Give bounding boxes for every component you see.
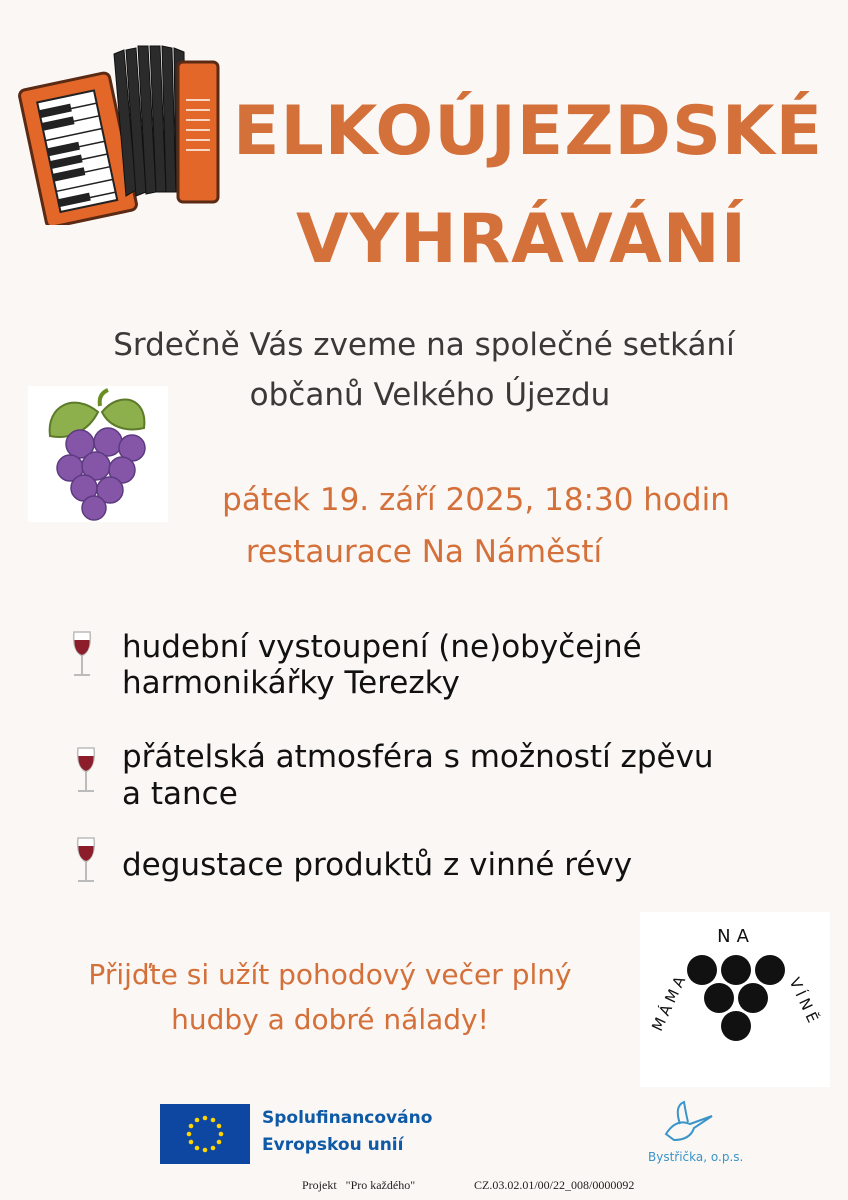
- invitation-line-2: občanů Velkého Újezdu: [249, 377, 611, 413]
- project-label: Projekt "Pro každého": [302, 1178, 416, 1192]
- na-vine-mama-logo: [640, 912, 830, 1087]
- program-item-1-line-1: hudební vystoupení (ne)obyčejné: [122, 629, 642, 665]
- accordion-icon: [18, 40, 223, 225]
- wine-glass-icon: [66, 744, 106, 800]
- eu-cofinanced-line-2: Evropskou unií: [262, 1135, 404, 1155]
- event-venue: restaurace Na Náměstí: [245, 534, 603, 570]
- eu-cofinanced-line-1: Spolufinancováno: [262, 1108, 433, 1128]
- organization-name: Bystřička, o.p.s.: [648, 1150, 744, 1164]
- invitation-line-1: Srdečně Vás zveme na společné setkání: [113, 327, 735, 363]
- program-item-2-line-2: a tance: [122, 776, 238, 812]
- logo-text-top: NA: [717, 926, 755, 947]
- wine-glass-icon: [62, 628, 102, 684]
- title-line-2: VYHRÁVÁNÍ: [296, 200, 747, 279]
- hummingbird-icon: [660, 1100, 716, 1146]
- logo-text-left: MÁMA: [648, 969, 691, 1034]
- closing-line-2: hudby a dobré nálady!: [171, 1003, 489, 1036]
- eu-flag-icon: [160, 1104, 250, 1164]
- wine-glass-icon: [66, 834, 106, 890]
- program-item-1-line-2: harmonikářky Terezky: [122, 665, 460, 701]
- logo-text-right: VÍNĚ: [785, 974, 824, 1029]
- program-item-3-line-1: degustace produktů z vinné révy: [122, 847, 633, 883]
- title-line-1: ELKOÚJEZDSKÉ: [233, 92, 824, 171]
- project-code: CZ.03.02.01/00/22_008/0000092: [474, 1178, 635, 1192]
- closing-line-1: Přijďte si užít pohodový večer plný: [88, 958, 572, 991]
- event-date-time: pátek 19. září 2025, 18:30 hodin: [222, 482, 730, 518]
- program-item-2-line-1: přátelská atmosféra s možností zpěvu: [122, 739, 714, 775]
